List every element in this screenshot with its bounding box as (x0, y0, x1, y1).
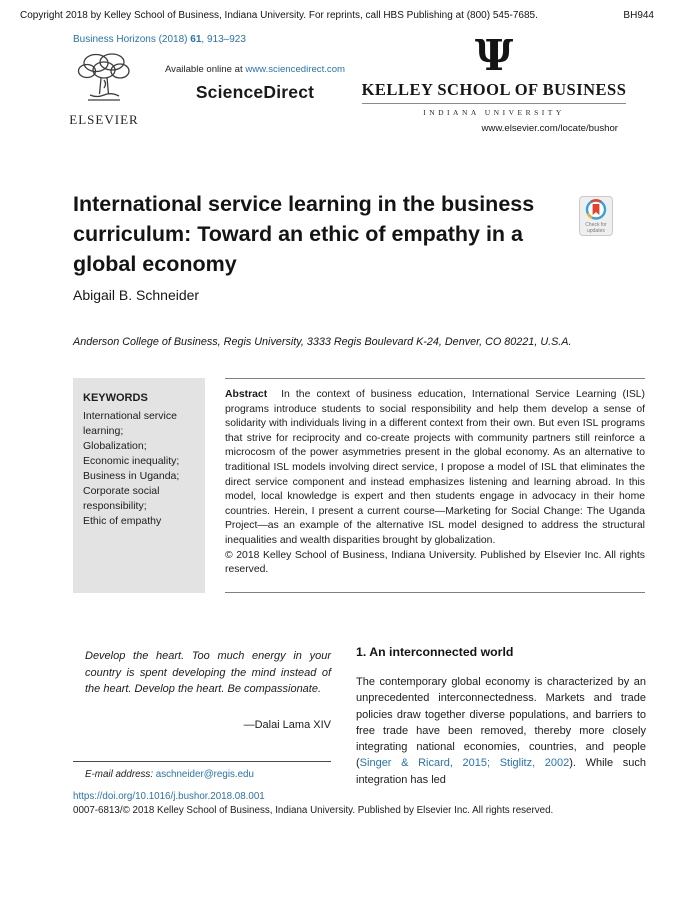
journal-name-year: Business Horizons (2018) (73, 34, 191, 45)
doc-code: BH944 (623, 10, 654, 21)
copyright-line: Copyright 2018 by Kelley School of Business, Indiana University. For reprints, call HBS Publishing at (800) 545-7685. (20, 10, 538, 21)
abstract-text: In the context of business education, International Service Learning (ISL) programs introduce students to social responsibility and help them develop a sense of solidarity with individuals living in a different context from their own. But even ISL programs that strive for reciprocity and co-create projects with community partners still reinforce a microcosm of the power asymmetries present in the global economy. As an alternative to traditional ISL models involving direct service, I propose a model of ISL that eliminates the direct service component and instead emphasizes listening and learning abroad. In this model, local knowledge is expert and then students engage in advocacy in their home countries. Herein, I present a current course—Marketing for Social Change: The Uganda Project—as an example of the alternative ISL model designed to address the structural inequalities and wealth disparities brought by globalization. (225, 389, 645, 546)
email-label: E-mail address: (85, 769, 156, 780)
keyword-item: Corporate social responsibility; (83, 485, 160, 512)
keyword-item: International service learning; (83, 410, 177, 437)
journal-reference[interactable] (73, 34, 246, 45)
available-online-label: Available online at (164, 64, 246, 75)
footnote-block (73, 761, 331, 780)
journal-site-url[interactable]: www.elsevier.com/locate/bushor (481, 123, 618, 135)
university-name: INDIANA UNIVERSITY (423, 108, 565, 118)
abstract-copyright: © 2018 Kelley School of Business, Indiana University. Published by Elsevier Inc. All rights reserved. (225, 549, 645, 576)
author-affiliation: Anderson College of Business, Regis University, 3333 Regis Boulevard K-24, Denver, CO 80221, U.S.A. (73, 336, 572, 348)
school-name: KELLEY SCHOOL OF BUSINESS (362, 80, 627, 104)
abstract-label: Abstract (225, 389, 268, 400)
paragraph-text: ). While such integration has led (356, 757, 646, 786)
journal-volume: 61 (190, 34, 202, 45)
abstract-column (225, 378, 645, 593)
elsevier-tree-icon (74, 93, 134, 110)
epigraph-quote: Develop the heart. Too much energy in your country is spent developing the mind instead of the heart. Develop the heart. Be compassionate. (85, 650, 331, 695)
check-badge-text-line1: Check for (585, 222, 607, 228)
available-online-line (160, 64, 350, 75)
issn-copyright-line: 0007-6813/© 2018 Kelley School of Business, Indiana University. Published by Elsevier Inc. All rights reserved. (73, 805, 554, 816)
keyword-item: Business in Uganda; (83, 470, 180, 482)
keyword-item: Globalization; (83, 440, 147, 452)
abstract-paragraph (225, 388, 645, 549)
author-name: Abigail B. Schneider (73, 287, 200, 303)
check-for-updates-badge[interactable] (579, 196, 613, 241)
top-strip (20, 10, 654, 21)
abstract-section (73, 378, 645, 593)
keyword-item: Ethic of empathy (83, 515, 162, 527)
body-column-right (356, 645, 646, 788)
elsevier-logo-block (64, 50, 144, 128)
citation-link[interactable]: Singer & Ricard, 2015; Stiglitz, 2002 (359, 757, 570, 770)
check-badge-text-line2: updates (587, 228, 605, 234)
kelley-school-block (361, 31, 627, 135)
keywords-box (73, 378, 205, 593)
keywords-heading: KEYWORDS (83, 392, 148, 404)
sciencedirect-block (160, 64, 350, 103)
keyword-item: Economic inequality; (83, 455, 180, 467)
sciencedirect-link[interactable]: www.sciencedirect.com (245, 64, 346, 75)
sciencedirect-logo[interactable]: ScienceDirect (195, 82, 315, 102)
section-1-heading: 1. An interconnected world (356, 645, 514, 659)
journal-pages: , 913–923 (201, 34, 246, 45)
epigraph-block (73, 648, 331, 731)
paragraph-text: The contemporary global economy is characterized by an unprecedented interconnectedness. Markets and trade policies draw together diverse populations, and barriers to free trade have been removed, thereby more closely integrating national economies, countries, and people ( (356, 676, 646, 770)
epigraph-attribution: —Dalai Lama XIV (243, 718, 331, 731)
section-1-paragraph (356, 674, 646, 788)
article-title: International service learning in the business curriculum: Toward an ethic of empathy in a global economy (73, 192, 535, 276)
email-link[interactable]: aschneider@regis.edu (155, 769, 254, 780)
footer-block (73, 791, 645, 816)
indiana-university-trident-icon: Ψ (474, 31, 514, 80)
elsevier-wordmark: ELSEVIER (69, 112, 139, 127)
doi-link[interactable]: https://doi.org/10.1016/j.bushor.2018.08.001 (73, 791, 265, 802)
